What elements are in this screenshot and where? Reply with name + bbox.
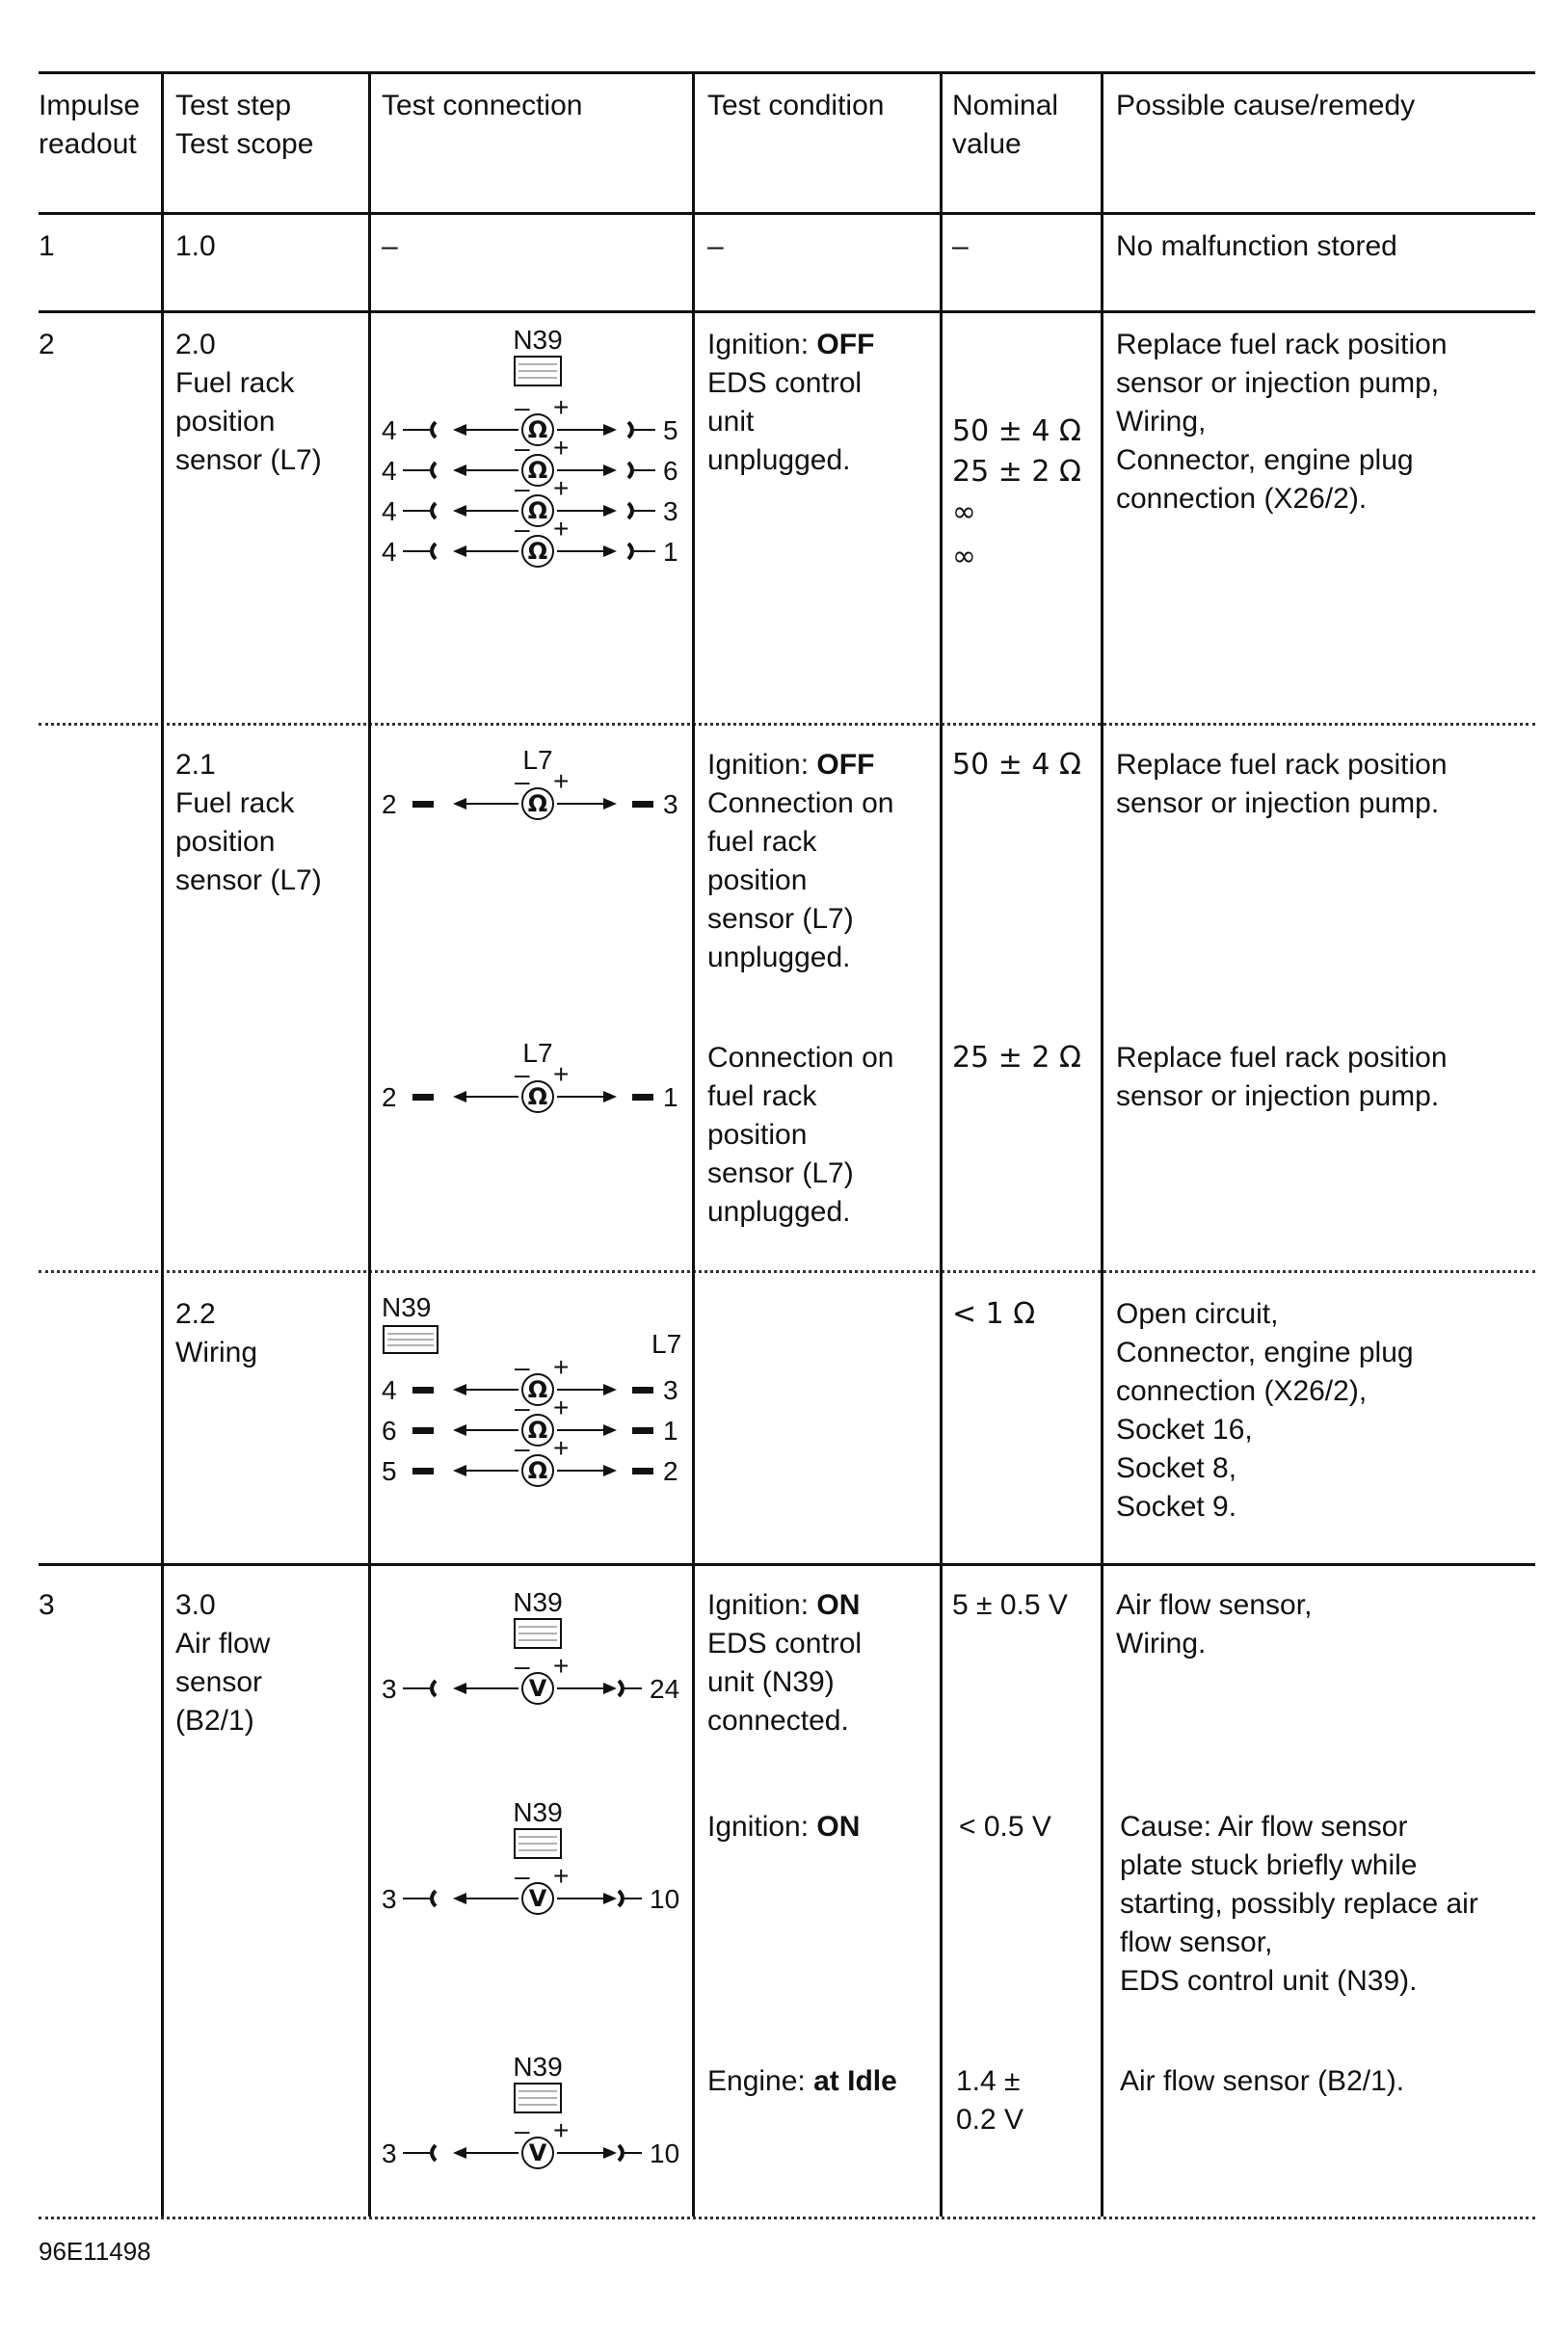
meter-symbol: Ω (527, 538, 548, 565)
svg-text:–: – (515, 1861, 530, 1891)
svg-text:+: + (553, 473, 570, 503)
svg-text:–: – (515, 473, 530, 503)
row20-nominal-2: 25 ± 2 Ω (952, 455, 1081, 489)
svg-text:+: + (553, 2115, 570, 2145)
row30-connection-diagram-2 (374, 1794, 692, 1929)
meter-symbol: Ω (527, 790, 548, 817)
pin-left: 2 (382, 789, 397, 819)
pin-right: 24 (650, 1674, 680, 1704)
condition-prefix: Ignition: (707, 329, 817, 360)
row30-nominal3-line1: 1.4 ± (956, 2065, 1021, 2097)
row21-nominal1: 50 ± 4 Ω (952, 748, 1081, 782)
row30-remedy2-line5: EDS control unit (N39). (1120, 1965, 1418, 1997)
meter-symbol: Ω (527, 416, 548, 443)
meter-symbol: Ω (527, 497, 548, 524)
row20-remedy-line5: connection (X26/2). (1116, 483, 1368, 515)
condition-keyword: ON (816, 1589, 861, 1621)
pin-right: 6 (663, 456, 678, 486)
row22-remedy-line4: Socket 16, (1116, 1414, 1253, 1446)
svg-text:–: – (515, 1393, 530, 1422)
pin-left: 3 (382, 1884, 397, 1914)
row30-step-line4: (B2/1) (175, 1705, 254, 1737)
svg-text:–: – (515, 1059, 530, 1089)
pin-right: 10 (650, 1884, 680, 1914)
diagram-unit-label: N39 (513, 1587, 563, 1617)
svg-text:+: + (553, 1059, 570, 1089)
row20-remedy-line1: Replace fuel rack position (1116, 329, 1448, 360)
row22-remedy-line5: Socket 8, (1116, 1452, 1237, 1484)
row21-remedy1-line2: sensor or injection pump. (1116, 787, 1440, 819)
svg-text:+: + (553, 1861, 570, 1891)
row30-remedy2-line3: starting, possibly replace air (1120, 1888, 1478, 1920)
pin-left: 3 (382, 2138, 397, 2168)
pin-right: 1 (663, 537, 678, 567)
col-divider-3 (692, 71, 695, 2217)
svg-text:–: – (515, 1352, 530, 1382)
row30-remedy2-line4: flow sensor, (1120, 1926, 1273, 1958)
condition-keyword: OFF (816, 329, 875, 360)
row-2-0-bottom-rule (39, 723, 1535, 726)
pin-right: 10 (650, 2138, 680, 2168)
meter-symbol: Ω (527, 457, 548, 484)
condition-prefix: Engine: (707, 2065, 814, 2097)
header-condition: Test condition (707, 90, 885, 121)
svg-text:+: + (553, 1651, 570, 1681)
row21-condition2-line4: sensor (L7) (707, 1157, 854, 1189)
diagram-unit-label: N39 (513, 2052, 563, 2082)
meter-line-1 (382, 1352, 678, 1405)
row20-nominal-4: ∞ (952, 540, 976, 573)
row30-nominal1: 5 ± 0.5 V (952, 1589, 1068, 1621)
svg-text:+: + (553, 1393, 570, 1422)
diagram-unit-label: N39 (513, 325, 563, 355)
row21-remedy2-line1: Replace fuel rack position (1116, 1042, 1448, 1074)
row30-remedy1-line2: Wiring. (1116, 1628, 1207, 1660)
row21-step-line3: position (175, 826, 276, 858)
diagram-unit-label: L7 (522, 1038, 553, 1068)
row21-condition2-line2: fuel rack (707, 1080, 817, 1112)
row22-nominal: < 1 Ω (952, 1297, 1036, 1331)
row21-condition1-line1 (707, 746, 874, 784)
row21-remedy1-line1: Replace fuel rack position (1116, 749, 1448, 781)
pin-right: 1 (663, 1082, 678, 1112)
row22-remedy-line1: Open circuit, (1116, 1298, 1279, 1330)
svg-text:–: – (515, 392, 530, 422)
meter-line (382, 1861, 679, 1914)
row22-connection-diagram (374, 1289, 692, 1530)
row30-step-line1: 3.0 (175, 1589, 216, 1621)
pin-left: 5 (382, 1456, 397, 1486)
row1-step: 1.0 (175, 230, 216, 262)
row21-nominal2: 25 ± 2 Ω (952, 1041, 1081, 1075)
row20-step-line2: Fuel rack (175, 367, 295, 399)
row21-condition1-line3: fuel rack (707, 826, 817, 858)
pin-right: 5 (663, 415, 678, 445)
row20-remedy-line2: sensor or injection pump, (1116, 367, 1440, 399)
row20-condition-line4: unplugged. (707, 444, 851, 476)
header-remedy: Possible cause/remedy (1116, 90, 1416, 121)
row1-remedy: No malfunction stored (1116, 230, 1397, 262)
table-bottom-rule (39, 2217, 1535, 2219)
meter-symbol: Ω (527, 1083, 548, 1110)
row22-remedy-line6: Socket 9. (1116, 1491, 1237, 1523)
meter-line-1 (382, 392, 678, 445)
col-divider-1 (161, 71, 164, 2217)
svg-text:–: – (515, 1433, 530, 1463)
row20-impulse: 2 (39, 329, 55, 360)
diagram-unit-right-label: L7 (651, 1329, 682, 1359)
col-divider-2 (368, 71, 371, 2217)
header-nominal-line1: Nominal (952, 90, 1059, 121)
diagram-unit-label: L7 (522, 745, 553, 775)
pin-right: 2 (663, 1456, 678, 1486)
row-2-2-bottom-rule (39, 1563, 1535, 1566)
col-divider-4 (940, 71, 943, 2217)
condition-prefix: Ignition: (707, 1589, 817, 1621)
meter-symbol: Ω (527, 1417, 548, 1444)
svg-text:+: + (553, 514, 570, 544)
condition-keyword: ON (816, 1811, 861, 1843)
pin-left: 6 (382, 1416, 397, 1446)
meter-line (382, 2115, 679, 2168)
row21-step-line1: 2.1 (175, 749, 216, 781)
svg-text:–: – (515, 514, 530, 544)
row22-remedy-line3: connection (X26/2), (1116, 1375, 1368, 1407)
row30-remedy2-line1: Cause: Air flow sensor (1120, 1811, 1408, 1843)
row20-connection-diagram (374, 326, 692, 596)
row21-condition1-line4: position (707, 864, 808, 896)
svg-text:+: + (553, 1433, 570, 1463)
svg-text:–: – (515, 766, 530, 796)
meter-symbol: V (528, 2139, 547, 2166)
header-impulse-line1: Impulse (39, 90, 141, 121)
row20-nominal-1: 50 ± 4 Ω (952, 414, 1081, 448)
row30-condition1-line3: unit (N39) (707, 1666, 835, 1698)
header-connection: Test connection (382, 90, 583, 121)
row30-condition1-line4: connected. (707, 1705, 849, 1737)
condition-prefix: Ignition: (707, 1811, 817, 1843)
header-impulse-line2: readout (39, 128, 137, 160)
meter-symbol: V (528, 1885, 547, 1912)
row20-condition-line1 (707, 326, 874, 364)
row21-condition1-line2: Connection on (707, 787, 894, 819)
pin-left: 4 (382, 415, 397, 445)
row30-impulse: 3 (39, 1589, 55, 1621)
condition-prefix: Ignition: (707, 749, 817, 781)
row20-remedy-line3: Wiring, (1116, 406, 1207, 438)
row30-remedy1-line1: Air flow sensor, (1116, 1589, 1313, 1621)
row-2-1-bottom-rule (39, 1270, 1535, 1273)
row30-nominal3-line2: 0.2 V (956, 2104, 1024, 2136)
pin-left: 4 (382, 537, 397, 567)
row30-remedy2-line2: plate stuck briefly while (1120, 1849, 1418, 1881)
svg-text:+: + (553, 1352, 570, 1382)
row20-condition-line2: EDS control (707, 367, 863, 399)
row30-connection-diagram-1 (374, 1584, 692, 1719)
svg-text:+: + (553, 392, 570, 422)
col-divider-5 (1101, 71, 1103, 2217)
row1-connection: – (382, 230, 398, 262)
row20-condition-line3: unit (707, 406, 755, 438)
row1-impulse: 1 (39, 230, 55, 262)
condition-keyword: at Idle (813, 2065, 897, 2097)
svg-text:+: + (553, 766, 570, 796)
row21-condition2-line3: position (707, 1119, 808, 1151)
pin-left: 4 (382, 1375, 397, 1405)
row30-condition1-line2: EDS control (707, 1628, 863, 1660)
row20-remedy-line4: Connector, engine plug (1116, 444, 1414, 476)
meter-symbol: V (528, 1675, 547, 1702)
row21-condition1-line5: sensor (L7) (707, 903, 854, 935)
pin-right: 3 (663, 789, 678, 819)
pin-left: 4 (382, 456, 397, 486)
pin-left: 4 (382, 496, 397, 526)
svg-text:+: + (553, 433, 570, 463)
condition-keyword: OFF (816, 749, 875, 781)
row20-step-line3: position (175, 406, 276, 438)
row30-condition2-line1 (707, 1808, 860, 1846)
figure-code: 96E11498 (39, 2237, 151, 2266)
pin-right: 3 (663, 1375, 678, 1405)
svg-text:–: – (515, 433, 530, 463)
row21-step-line2: Fuel rack (175, 787, 295, 819)
row22-step-line2: Wiring (175, 1337, 258, 1368)
row21-condition2-line1: Connection on (707, 1042, 894, 1074)
meter-line (382, 1651, 679, 1704)
row22-remedy-line2: Connector, engine plug (1116, 1337, 1414, 1368)
diagram-unit-left-label: N39 (382, 1292, 432, 1322)
row1-bottom-rule (39, 310, 1535, 313)
row30-condition3-line1 (707, 2062, 897, 2101)
row30-connection-diagram-3 (374, 2049, 692, 2184)
meter-symbol: Ω (527, 1376, 548, 1403)
row30-condition1-line1 (707, 1586, 860, 1625)
svg-text:–: – (515, 2115, 530, 2145)
diagram-unit-label: N39 (513, 1797, 563, 1827)
row21-connection-diagram-1 (374, 744, 692, 840)
pin-left: 3 (382, 1674, 397, 1704)
row20-step-line4: sensor (L7) (175, 444, 322, 476)
row30-nominal2: < 0.5 V (959, 1811, 1051, 1843)
row21-condition2-line5: unplugged. (707, 1196, 851, 1228)
row21-condition1-line6: unplugged. (707, 942, 851, 973)
header-step-line2: Test scope (175, 128, 314, 160)
row21-step-line4: sensor (L7) (175, 864, 322, 896)
row20-step-line1: 2.0 (175, 329, 216, 360)
meter-symbol: Ω (527, 1457, 548, 1484)
header-nominal-line2: value (952, 128, 1022, 160)
row20-nominal-3: ∞ (952, 495, 976, 529)
row30-step-line3: sensor (175, 1666, 263, 1698)
pin-left: 2 (382, 1082, 397, 1112)
row21-remedy2-line2: sensor or injection pump. (1116, 1080, 1440, 1112)
row22-step-line1: 2.2 (175, 1298, 216, 1330)
header-step-line1: Test step (175, 90, 292, 121)
row30-remedy3-line1: Air flow sensor (B2/1). (1120, 2065, 1405, 2097)
table-top-rule (39, 71, 1535, 74)
row1-condition: – (707, 230, 724, 262)
row30-step-line2: Air flow (175, 1628, 271, 1660)
row1-nominal: – (952, 230, 969, 262)
pin-right: 3 (663, 496, 678, 526)
svg-text:–: – (515, 1651, 530, 1681)
row21-connection-diagram-2 (374, 1037, 692, 1133)
pin-right: 1 (663, 1416, 678, 1446)
header-bottom-rule (39, 212, 1535, 215)
